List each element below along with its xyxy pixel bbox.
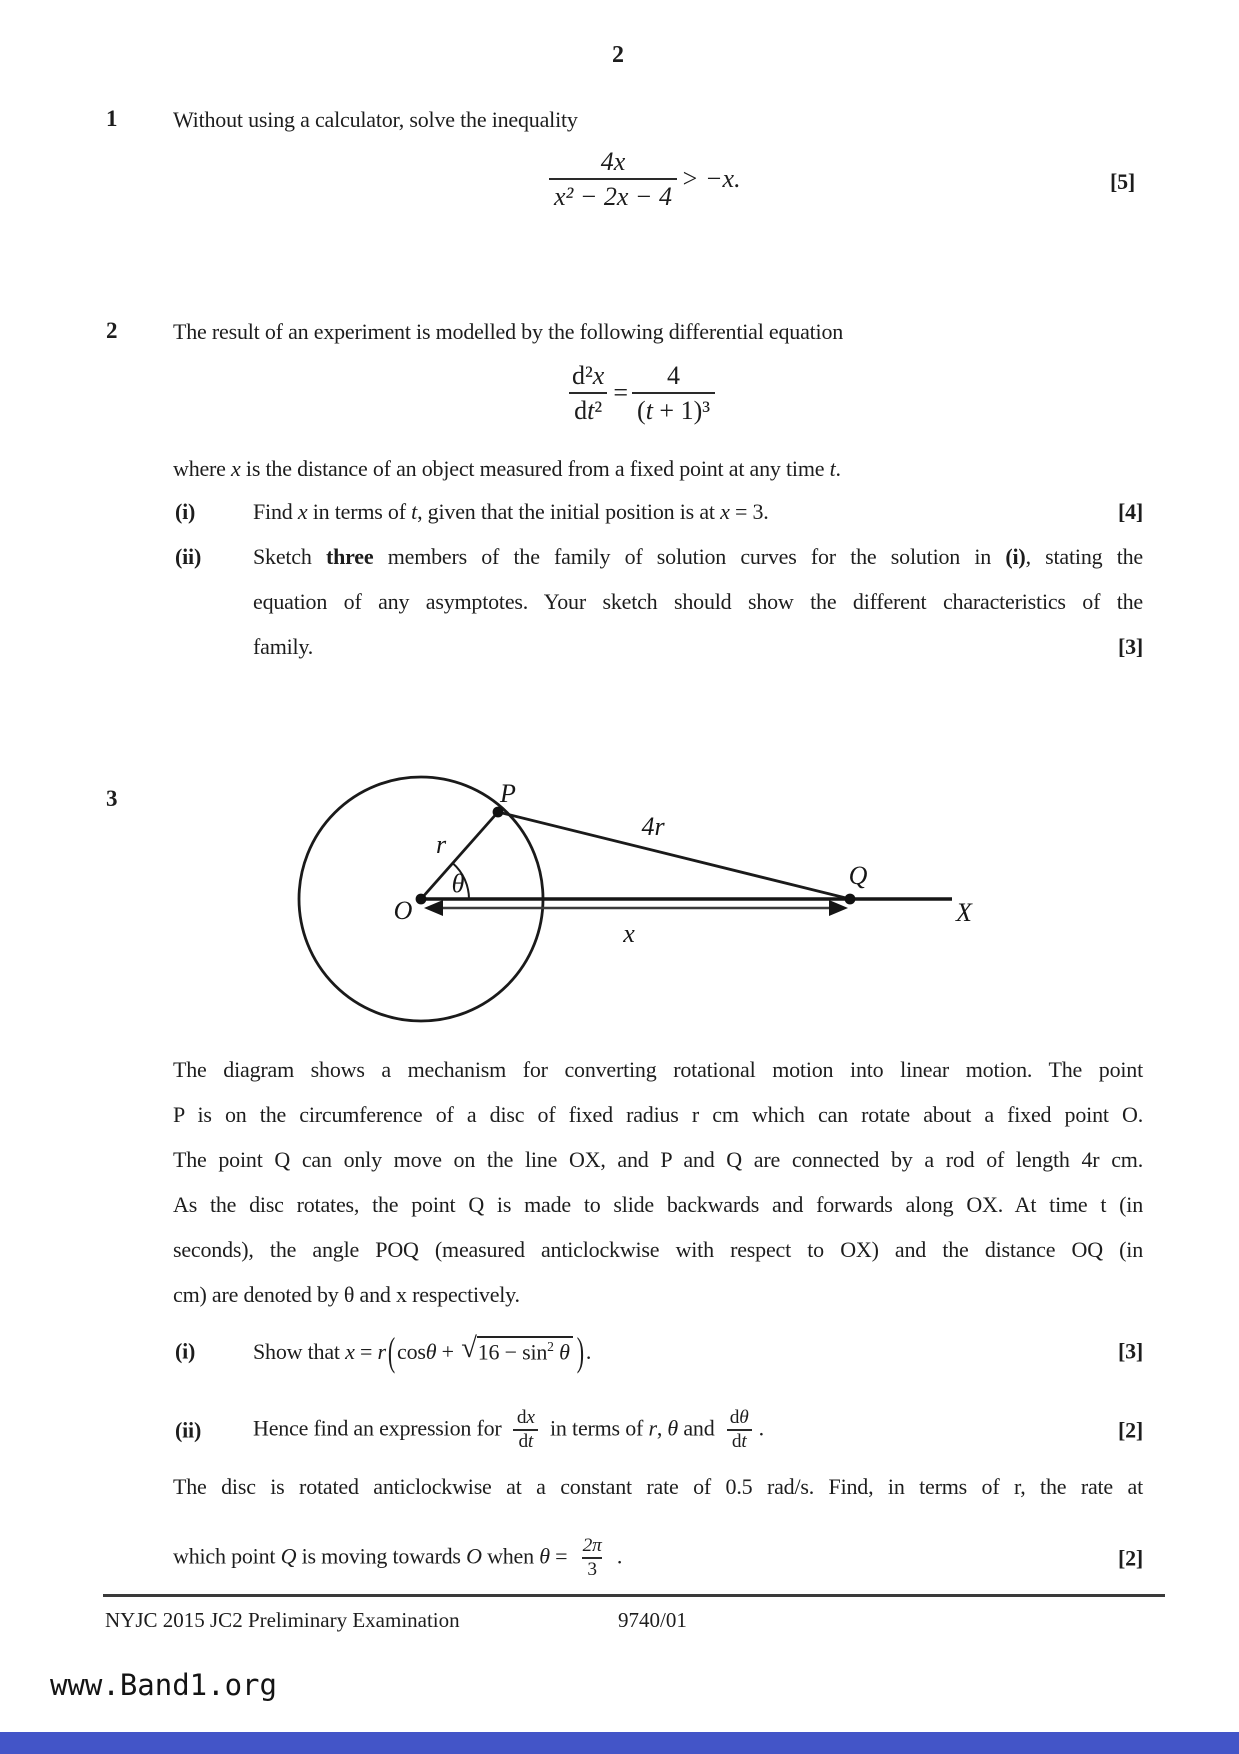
label-O: O (393, 896, 413, 925)
footer-paper-code: 9740/01 (618, 1608, 687, 1632)
q2-part-ii-mark: [3] (1117, 634, 1143, 659)
q3-part-i-label: (i) (175, 1338, 196, 1364)
q2-where-text: where x is the distance of an object measured from a fixed point at any time t. (173, 456, 841, 481)
q3-part-ii-label: (ii) (175, 1417, 202, 1443)
watermark-url: www.Band1.org (50, 1668, 277, 1702)
q2-number: 2 (106, 318, 118, 343)
q1-text: Without using a calculator, solve the inequality (173, 107, 578, 132)
q3-part-ii-text: Hence find an expression for $\frac{dx}{dt}$ in terms of r, θ and $\frac{d\theta}{dt}$ . (253, 1406, 764, 1452)
q3-para-line6: cm) are denoted by θ and x respectively. (173, 1282, 520, 1307)
q2-part-i-text: Find x in terms of t, given that the initial position is at x = 3. (253, 499, 769, 524)
q3-line8-mark: [2] (1117, 1545, 1143, 1571)
q3-part-i (173, 1328, 1143, 1375)
q3-para-line1: The diagram shows a mechanism for converting rotational motion into linear motion. The point (173, 1057, 1143, 1082)
q2-part-ii (173, 543, 1143, 571)
q2-part-ii-label: (ii) (175, 544, 202, 569)
rod-line (498, 812, 850, 899)
label-x: x (623, 919, 635, 948)
q3-part-i-text: Show that x = r(cosθ + √ $16 - \sin^2 \theta$ ). (253, 1328, 592, 1375)
label-X: X (956, 898, 972, 927)
dimension-arrow-right (829, 900, 848, 916)
q2-equation: $\frac{\text{d²x}}{\text{dt²}}$ = $\frac{4}{\text{(t + 1)³}}$ (563, 360, 719, 426)
label-P: P (500, 779, 516, 808)
q3-part-ii (173, 1402, 1143, 1458)
footer-exam-title: NYJC 2015 JC2 Preliminary Examination (105, 1608, 460, 1632)
q2-part-i (173, 498, 1143, 526)
q2-part-ii-end (173, 633, 1143, 661)
q3-line7: The disc is rotated anticlockwise at a constant rate of 0.5 rad/s. Find, in terms of r, the rate at (173, 1474, 1143, 1499)
label-theta: θ (451, 869, 465, 898)
q2-text: The result of an experiment is modelled by the following differential equation (173, 319, 844, 344)
label-Q: Q (848, 861, 868, 890)
point-P (493, 807, 504, 818)
point-O (416, 894, 427, 905)
q3-line8: which point Q is moving towards O when θ = $\frac{2\pi}{3}$ . (173, 1534, 623, 1580)
q2-part-ii-line3: family. (253, 634, 314, 659)
q3-part-ii-mark: [2] (1117, 1417, 1143, 1443)
q3-para-line5: seconds), the angle POQ (measured anticlockwise with respect to OX) and the distance OQ (in (173, 1237, 1143, 1262)
q1-equation: $\frac{4x}{\text{x² − 2x − 4}}$ > −x. (545, 146, 741, 212)
point-Q (845, 894, 856, 905)
q1-mark: [5] (1110, 169, 1136, 194)
q3-diagram (0, 680, 1239, 1060)
q3-final-line (173, 1526, 1143, 1590)
q2-part-i-mark: [4] (1117, 499, 1143, 524)
q3-para-line4: As the disc rotates, the point Q is made to slide backwards and forwards along OX. At time t (in (173, 1192, 1143, 1217)
q2-part-i-label: (i) (175, 499, 196, 524)
q3-para-line2: P is on the circumference of a disc of fixed radius r cm which can rotate about a fixed point O. (173, 1102, 1143, 1127)
q2-part-ii-line1: Sketch three members of the family of solution curves for the solution in (i), stating the (253, 544, 1143, 569)
q1-number: 1 (106, 106, 118, 131)
page-number: 2 (612, 42, 624, 68)
bottom-blue-bar (0, 1732, 1239, 1754)
q3-number: 3 (106, 786, 118, 811)
q3-part-i-mark: [3] (1117, 1338, 1143, 1364)
footer-rule (103, 1594, 1165, 1597)
q2-part-ii-line2: equation of any asymptotes. Your sketch should show the different characteristics of the (253, 589, 1143, 614)
dimension-arrow-left (424, 900, 443, 916)
q3-para-line3: The point Q can only move on the line OX, and P and Q are connected by a rod of length 4r cm. (173, 1147, 1143, 1172)
label-rod-4r: 4r (641, 812, 665, 841)
label-r: r (435, 830, 447, 859)
